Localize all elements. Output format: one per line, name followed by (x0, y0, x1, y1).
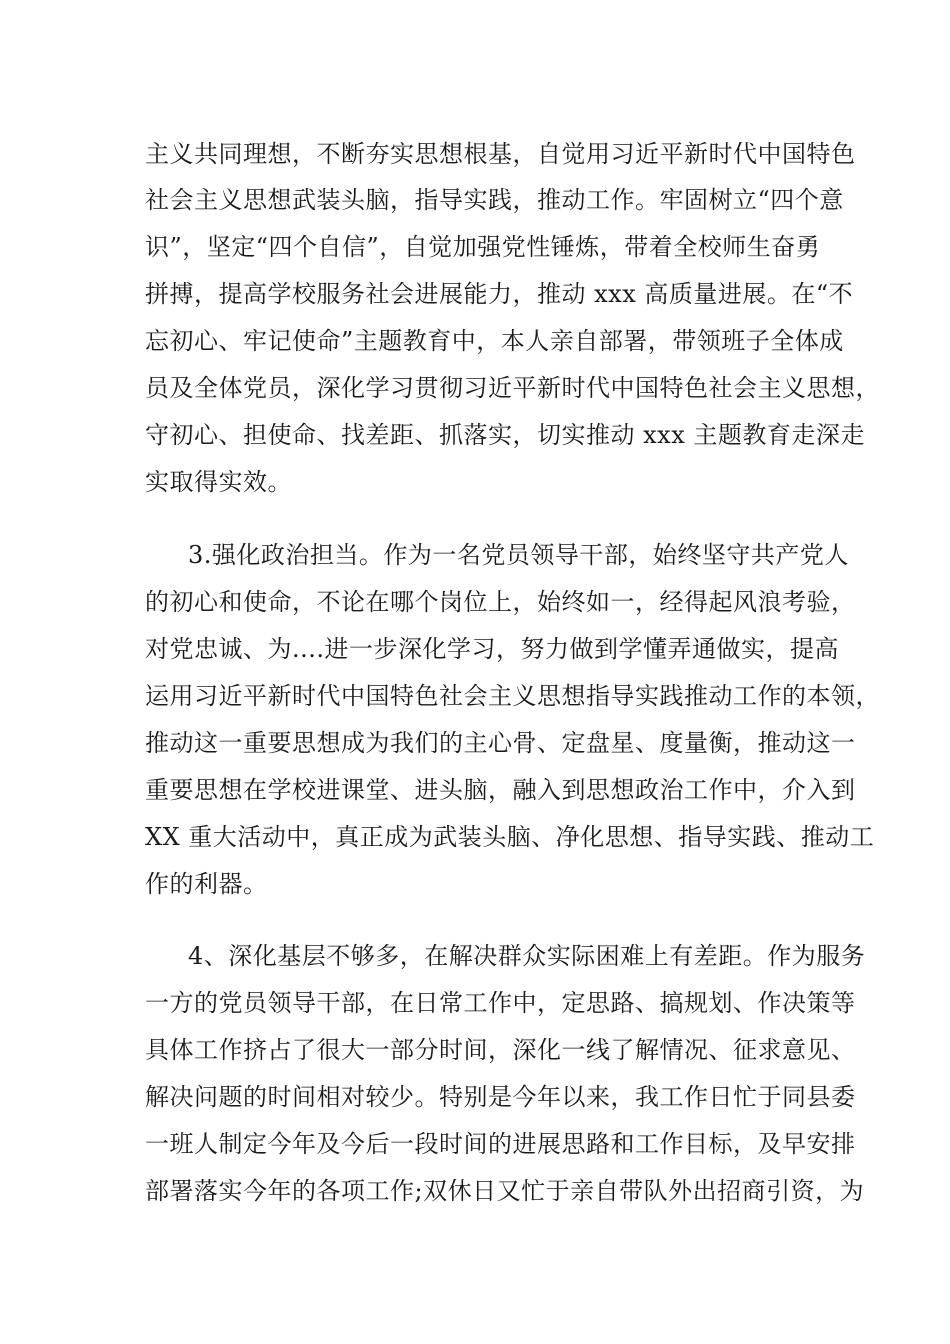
paragraph-line: 运用习近平新时代中国特色社会主义思想指导实践推动工作的本领， (145, 682, 880, 710)
paragraph-line: 社会主义思想武装头脑，指导实践，推动工作。牢固树立“四个意 (145, 186, 844, 214)
paragraph-line: 一班人制定今年及今后一段时间的进展思路和工作目标，及早安排 (145, 1130, 856, 1158)
paragraph-line: 部署落实今年的各项工作;双休日又忙于亲自带队外出招商引资，为 (145, 1177, 865, 1205)
paragraph-line: 守初心、担使命、找差距、抓落实，切实推动 xxx 主题教育走深走 (145, 421, 865, 449)
paragraph-line: 识”，坚定“四个自信”，自觉加强党性锤炼，带着全校师生奋勇 (145, 233, 821, 261)
paragraph-line: 解决问题的时间相对较少。特别是今年以来，我工作日忙于同县委 (145, 1083, 856, 1111)
paragraph-line: 具体工作挤占了很大一部分时间，深化一线了解情况、征求意见、 (145, 1036, 856, 1064)
paragraph-line: XX 重大活动中，真正成为武装头脑、净化思想、指导实践、推动工 (145, 823, 875, 851)
paragraph-line: 的初心和使命，不论在哪个岗位上，始终如一，经得起风浪考验， (145, 588, 856, 616)
paragraph-line: 实取得实效。 (145, 468, 292, 496)
paragraph-heading-4: 4、深化基层不够多，在解决群众实际困难上有差距。作为服务 (188, 942, 866, 970)
paragraph-line: 作的利器。 (145, 870, 268, 898)
paragraph-line: 推动这一重要思想成为我们的主心骨、定盘星、度量衡，推动这一 (145, 729, 856, 757)
paragraph-heading-3: 3.强化政治担当。作为一名党员领导干部，始终坚守共产党人 (188, 541, 849, 569)
paragraph-line: 重要思想在学校进课堂、进头脑，融入到思想政治工作中，介入到 (145, 776, 856, 804)
paragraph-line: 员及全体党员，深化学习贯彻习近平新时代中国特色社会主义思想， (145, 374, 880, 402)
paragraph-line: 拼搏，提高学校服务社会进展能力，推动 xxx 高质量进展。在“不 (145, 280, 854, 308)
paragraph-line: 主义共同理想，不断夯实思想根基，自觉用习近平新时代中国特色 (145, 140, 856, 168)
paragraph-line: 对党忠诚、为....进一步深化学习，努力做到学懂弄通做实，提高 (145, 635, 840, 663)
paragraph-line: 一方的党员领导干部，在日常工作中，定思路、搞规划、作决策等 (145, 989, 856, 1017)
paragraph-line: 忘初心、牢记使命”主题教育中，本人亲自部署，带领班子全体成 (145, 327, 844, 355)
